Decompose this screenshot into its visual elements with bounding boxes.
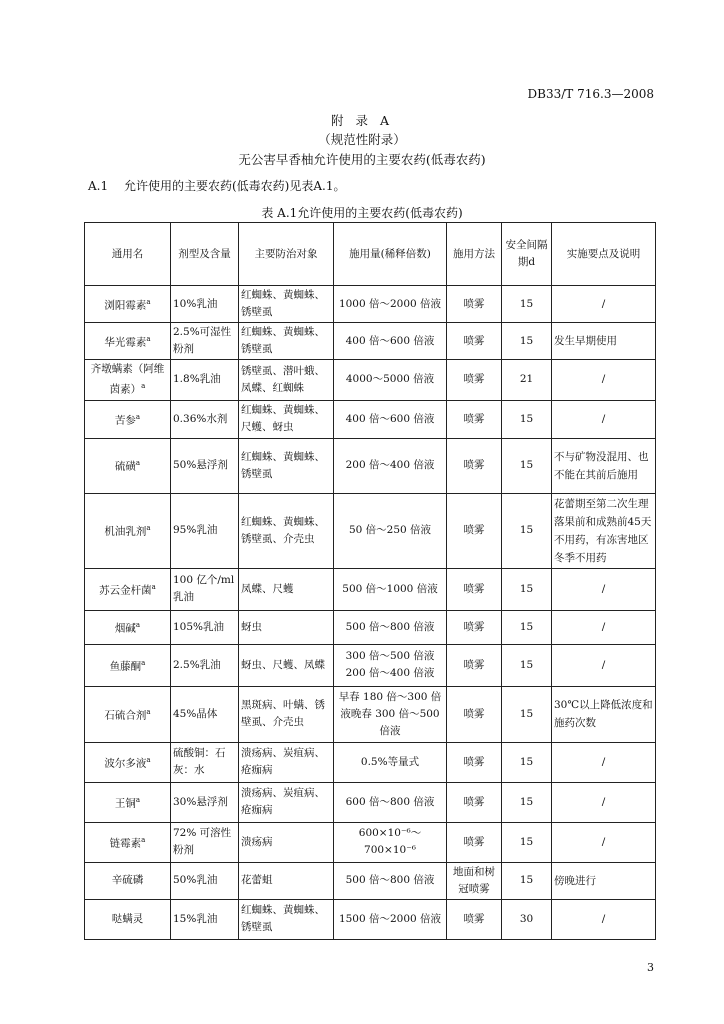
target-pests xyxy=(239,610,334,644)
formulation-text: 0.36%水剂 xyxy=(173,412,228,425)
dosage-text: 50 倍～250 倍液 xyxy=(348,524,432,536)
application-method xyxy=(447,610,502,644)
pesticide-name xyxy=(85,686,171,742)
application-method-text: 喷雾 xyxy=(463,658,485,671)
target-pests-text: 溃疡病 xyxy=(241,835,273,848)
application-method-text: 喷雾 xyxy=(463,297,485,310)
usage-note xyxy=(552,822,656,862)
safety-interval xyxy=(502,360,552,401)
dosage xyxy=(334,323,447,360)
pesticide-name xyxy=(85,782,171,822)
safety-interval-text: 15 xyxy=(519,874,534,886)
pesticide-name-text: 华光霉素 xyxy=(104,336,147,349)
usage-note-text: / xyxy=(601,373,606,386)
dosage-text: 0.5%等量式 xyxy=(360,755,420,768)
safety-interval-text: 15 xyxy=(519,795,534,808)
safety-interval-text: 15 xyxy=(519,297,534,310)
formulation-text: 30%悬浮剂 xyxy=(173,795,228,808)
formulation-text: 95%乳油 xyxy=(173,524,218,536)
clause-a1 xyxy=(88,177,345,194)
target-pests xyxy=(239,568,334,610)
target-pests xyxy=(239,644,334,686)
dosage-text: 早春 180 倍～300 倍液晚春 300 倍～500 倍液 xyxy=(338,690,442,737)
table-row xyxy=(85,610,656,644)
table-row xyxy=(85,360,656,401)
footnote-mark: a xyxy=(146,707,151,716)
pesticide-name-text: 齐墩螨素（阿维茵素） xyxy=(90,363,165,396)
safety-interval-text: 15 xyxy=(519,412,534,425)
dosage-text: 4000～5000 倍液 xyxy=(345,373,435,386)
dosage-text: 600 倍～800 倍液 xyxy=(345,795,435,808)
safety-interval xyxy=(502,400,552,438)
formulation xyxy=(171,286,239,323)
target-pests xyxy=(239,286,334,323)
footnote-mark: a xyxy=(146,524,151,533)
normative-label: （规范性附录） xyxy=(318,132,406,147)
dosage xyxy=(334,782,447,822)
dosage xyxy=(334,862,447,899)
target-pests-text: 黑斑病、叶螨、锈壁虱、介壳虫 xyxy=(241,699,325,728)
safety-interval xyxy=(502,286,552,323)
target-pests-text: 溃疡病、炭疽病、疮痂病 xyxy=(241,747,325,776)
target-pests xyxy=(239,862,334,899)
safety-interval xyxy=(502,899,552,939)
pesticide-name xyxy=(85,568,171,610)
usage-note-text: / xyxy=(601,835,606,848)
pesticide-name-text: 石硫合剂 xyxy=(104,709,147,722)
safety-interval xyxy=(502,323,552,360)
formulation-text: 1.8%乳油 xyxy=(173,373,221,386)
usage-note-text: / xyxy=(601,620,606,633)
dosage xyxy=(334,360,447,401)
usage-note-text: 不与矿物没混用、也不能在其前后施用 xyxy=(554,450,649,481)
dosage xyxy=(334,686,447,742)
dosage-text: 600×10⁻⁶～700×10⁻⁶ xyxy=(358,827,422,856)
appendix-main-title: 无公害早香柚允许使用的主要农药(低毒农药) xyxy=(238,152,486,167)
application-method xyxy=(447,400,502,438)
usage-note xyxy=(552,742,656,782)
safety-interval xyxy=(502,822,552,862)
safety-interval-text: 15 xyxy=(519,755,534,768)
appendix-title: 附 录 A xyxy=(331,113,393,128)
safety-interval xyxy=(502,493,552,568)
pesticide-name xyxy=(85,286,171,323)
header-cell: 主要防治对象 xyxy=(239,223,334,286)
table-row xyxy=(85,644,656,686)
safety-interval xyxy=(502,610,552,644)
clause-number: A.1 xyxy=(88,179,109,193)
dosage-text: 1000 倍～2000 倍液 xyxy=(338,297,442,310)
application-method-text: 喷雾 xyxy=(463,524,485,536)
formulation xyxy=(171,686,239,742)
pesticide-name xyxy=(85,822,171,862)
formulation-text: 100 亿个/ml 乳油 xyxy=(173,574,235,603)
formulation xyxy=(171,493,239,568)
application-method-text: 喷雾 xyxy=(463,707,485,720)
formulation xyxy=(171,822,239,862)
target-pests-text: 凤蝶、尺蠖 xyxy=(241,582,294,595)
application-method-text: 喷雾 xyxy=(463,582,485,595)
application-method-text: 喷雾 xyxy=(463,459,485,471)
usage-note xyxy=(552,568,656,610)
table-row xyxy=(85,862,656,899)
usage-note xyxy=(552,438,656,493)
safety-interval xyxy=(502,568,552,610)
standard-code: DB33/T 716.3—2008 xyxy=(527,87,654,101)
pesticide-name-text: 王铜 xyxy=(114,797,136,810)
pesticide-name-text: 鱼藤酮 xyxy=(109,660,142,673)
usage-note-text: / xyxy=(601,795,606,808)
table-row xyxy=(85,899,656,939)
table-header-row xyxy=(85,223,656,286)
application-method-text: 喷雾 xyxy=(463,755,485,768)
formulation xyxy=(171,610,239,644)
usage-note-text: / xyxy=(601,582,606,595)
application-method-text: 地面和树冠喷雾 xyxy=(453,865,495,895)
usage-note xyxy=(552,400,656,438)
safety-interval-text: 15 xyxy=(519,582,534,595)
pesticide-name-text: 苦参 xyxy=(114,414,136,427)
application-method-text: 喷雾 xyxy=(463,912,485,925)
table-row xyxy=(85,822,656,862)
target-pests xyxy=(239,742,334,782)
dosage-text: 500 倍～800 倍液 xyxy=(345,620,435,633)
pesticide-name xyxy=(85,862,171,899)
footnote-mark: a xyxy=(135,412,141,421)
dosage xyxy=(334,438,447,493)
safety-interval xyxy=(502,686,552,742)
safety-interval xyxy=(502,644,552,686)
header-cell: 通用名 xyxy=(85,223,171,286)
application-method xyxy=(447,493,502,568)
formulation-text: 10%乳油 xyxy=(173,297,218,310)
application-method xyxy=(447,782,502,822)
dosage xyxy=(334,899,447,939)
safety-interval-text: 15 xyxy=(519,707,534,720)
dosage xyxy=(334,610,447,644)
safety-interval-text: 15 xyxy=(519,334,534,347)
footnote-mark: a xyxy=(146,297,151,306)
footnote-mark: a xyxy=(141,658,146,667)
table-row xyxy=(85,286,656,323)
clause-text: 允许使用的主要农药(低毒农药)见表A.1。 xyxy=(124,179,346,193)
footnote-mark: a xyxy=(146,334,151,343)
formulation xyxy=(171,742,239,782)
pesticide-name xyxy=(85,610,171,644)
header-cell: 施用量(稀释倍数) xyxy=(334,223,447,286)
dosage-text: 500 倍～1000 倍液 xyxy=(342,582,438,595)
application-method xyxy=(447,360,502,401)
usage-note xyxy=(552,493,656,568)
usage-note-text: / xyxy=(601,912,606,925)
usage-note xyxy=(552,782,656,822)
formulation xyxy=(171,862,239,899)
pesticide-name xyxy=(85,400,171,438)
usage-note xyxy=(552,323,656,360)
formulation-text: 15%乳油 xyxy=(173,912,218,925)
target-pests-text: 红蜘蛛、黄蜘蛛、锈壁虱 xyxy=(241,904,325,933)
pesticide-name-text: 烟碱 xyxy=(114,622,136,635)
usage-note xyxy=(552,360,656,401)
target-pests xyxy=(239,323,334,360)
dosage-text: 300 倍～500 倍液 200 倍～400 倍液 xyxy=(345,650,435,679)
formulation-text: 45%晶体 xyxy=(173,707,218,720)
table-row xyxy=(85,568,656,610)
table-body xyxy=(85,286,656,940)
formulation-text: 2.5%乳油 xyxy=(173,658,221,671)
target-pests-text: 红蜘蛛、黄蜘蛛、锈壁虱 xyxy=(241,289,325,318)
page-number: 3 xyxy=(647,961,654,974)
dosage-text: 200 倍～400 倍液 xyxy=(345,459,435,471)
target-pests xyxy=(239,493,334,568)
pesticide-name-text: 浏阳霉素 xyxy=(104,299,147,312)
safety-interval xyxy=(502,782,552,822)
target-pests-text: 红蜘蛛、黄蜘蛛、尺蠖、蚜虫 xyxy=(241,404,325,433)
target-pests xyxy=(239,822,334,862)
usage-note-text: / xyxy=(601,412,606,425)
application-method-text: 喷雾 xyxy=(463,334,485,347)
safety-interval-text: 15 xyxy=(519,835,534,848)
formulation xyxy=(171,899,239,939)
target-pests-text: 红蜘蛛、黄蜘蛛、锈壁虱、介壳虫 xyxy=(241,515,325,545)
pesticide-name xyxy=(85,360,171,401)
safety-interval xyxy=(502,742,552,782)
header-cell: 实施要点及说明 xyxy=(552,223,656,286)
usage-note xyxy=(552,610,656,644)
pesticide-name xyxy=(85,438,171,493)
footnote-mark: a xyxy=(151,582,156,591)
safety-interval xyxy=(502,862,552,899)
usage-note-text: / xyxy=(601,297,606,310)
formulation-text: 50%乳油 xyxy=(173,874,218,886)
pesticide-name xyxy=(85,493,171,568)
application-method xyxy=(447,438,502,493)
formulation xyxy=(171,400,239,438)
table-row xyxy=(85,493,656,568)
formulation-text: 105%乳油 xyxy=(173,620,225,633)
table-row xyxy=(85,400,656,438)
application-method xyxy=(447,686,502,742)
usage-note-text: 花蕾期至第二次生理落果前和成熟前45天不用药，有冻害地区冬季不用药 xyxy=(554,497,652,564)
application-method xyxy=(447,644,502,686)
pesticide-name xyxy=(85,644,171,686)
target-pests-text: 蚜虫、尺蠖、凤蝶 xyxy=(241,658,325,671)
usage-note-text: 发生早期使用 xyxy=(554,335,617,347)
application-method-text: 喷雾 xyxy=(463,620,485,633)
application-method xyxy=(447,862,502,899)
footnote-mark: a xyxy=(141,382,146,390)
target-pests-text: 红蜘蛛、黄蜘蛛、锈壁虱 xyxy=(241,326,325,355)
header-cell: 剂型及含量 xyxy=(171,223,239,286)
usage-note xyxy=(552,899,656,939)
header-cell: 安全间隔期d xyxy=(502,223,552,286)
footnote-mark: a xyxy=(141,835,146,844)
formulation xyxy=(171,323,239,360)
target-pests xyxy=(239,438,334,493)
formulation xyxy=(171,782,239,822)
safety-interval-text: 15 xyxy=(519,620,534,633)
application-method-text: 喷雾 xyxy=(463,373,485,386)
pesticide-name-text: 硫磺 xyxy=(114,460,136,473)
dosage-text: 400 倍～600 倍液 xyxy=(345,334,435,347)
usage-note xyxy=(552,686,656,742)
pesticide-name-text: 波尔多液 xyxy=(104,757,147,770)
formulation xyxy=(171,438,239,493)
pesticide-name-text: 机油乳剂 xyxy=(104,525,147,538)
pesticide-name-text: 辛硫磷 xyxy=(111,874,144,886)
application-method xyxy=(447,899,502,939)
application-method xyxy=(447,286,502,323)
table-row xyxy=(85,323,656,360)
application-method xyxy=(447,742,502,782)
pesticide-name-text: 链霉素 xyxy=(109,837,142,850)
usage-note-text: 30℃以上降低浓度和施药次数 xyxy=(554,699,653,729)
target-pests-text: 溃疡病、炭疽病、疮痂病 xyxy=(241,787,325,816)
dosage xyxy=(334,822,447,862)
table-row xyxy=(85,742,656,782)
formulation-text: 硫酸铜：石灰：水 xyxy=(173,747,226,776)
dosage xyxy=(334,286,447,323)
pesticide-name xyxy=(85,742,171,782)
usage-note-text: 傍晚进行 xyxy=(554,874,596,887)
target-pests-text: 花蕾蛆 xyxy=(241,874,273,886)
dosage xyxy=(334,493,447,568)
header-cell: 施用方法 xyxy=(447,223,502,286)
footnote-mark: a xyxy=(135,459,141,468)
application-method-text: 喷雾 xyxy=(463,795,485,808)
usage-note-text: / xyxy=(601,658,606,671)
dosage xyxy=(334,568,447,610)
pesticide-name-text: 哒螨灵 xyxy=(111,912,144,925)
footnote-mark: a xyxy=(135,795,141,804)
target-pests-text: 蚜虫 xyxy=(241,620,262,633)
formulation-text: 72% 可溶性粉剂 xyxy=(173,827,232,856)
target-pests xyxy=(239,686,334,742)
formulation xyxy=(171,568,239,610)
application-method-text: 喷雾 xyxy=(463,412,485,425)
formulation-text: 50%悬浮剂 xyxy=(173,459,228,471)
dosage xyxy=(334,742,447,782)
dosage-text: 500 倍～800 倍液 xyxy=(345,874,435,886)
safety-interval-text: 15 xyxy=(519,524,534,536)
usage-note xyxy=(552,286,656,323)
target-pests xyxy=(239,899,334,939)
pesticide-name xyxy=(85,323,171,360)
safety-interval xyxy=(502,438,552,493)
safety-interval-text: 15 xyxy=(519,459,534,471)
usage-note-text: / xyxy=(601,755,606,768)
dosage-text: 1500 倍～2000 倍液 xyxy=(338,912,442,925)
target-pests-text: 红蜘蛛、黄蜘蛛、锈壁虱 xyxy=(241,450,325,480)
pesticide-name-text: 苏云金杆菌 xyxy=(99,584,152,597)
formulation-text: 2.5%可湿性粉剂 xyxy=(173,326,232,355)
dosage xyxy=(334,644,447,686)
footnote-mark: a xyxy=(135,620,141,629)
safety-interval-text: 30 xyxy=(519,912,534,925)
application-method xyxy=(447,568,502,610)
table-caption: 表 A.1允许使用的主要农药(低毒农药) xyxy=(261,206,463,220)
application-method xyxy=(447,822,502,862)
target-pests-text: 锈壁虱、潜叶蛾、凤蝶、红蜘蛛 xyxy=(241,364,325,394)
dosage xyxy=(334,400,447,438)
safety-interval-text: 15 xyxy=(519,658,534,671)
usage-note xyxy=(552,862,656,899)
application-method xyxy=(447,323,502,360)
dosage-text: 400 倍～600 倍液 xyxy=(345,412,435,425)
safety-interval-text: 21 xyxy=(519,373,534,386)
formulation xyxy=(171,360,239,401)
formulation xyxy=(171,644,239,686)
target-pests xyxy=(239,782,334,822)
pesticide-table xyxy=(84,222,656,940)
target-pests xyxy=(239,400,334,438)
pesticide-name xyxy=(85,899,171,939)
footnote-mark: a xyxy=(146,755,151,764)
table-row xyxy=(85,782,656,822)
table-row xyxy=(85,438,656,493)
target-pests xyxy=(239,360,334,401)
table-row xyxy=(85,686,656,742)
usage-note xyxy=(552,644,656,686)
application-method-text: 喷雾 xyxy=(463,835,485,848)
